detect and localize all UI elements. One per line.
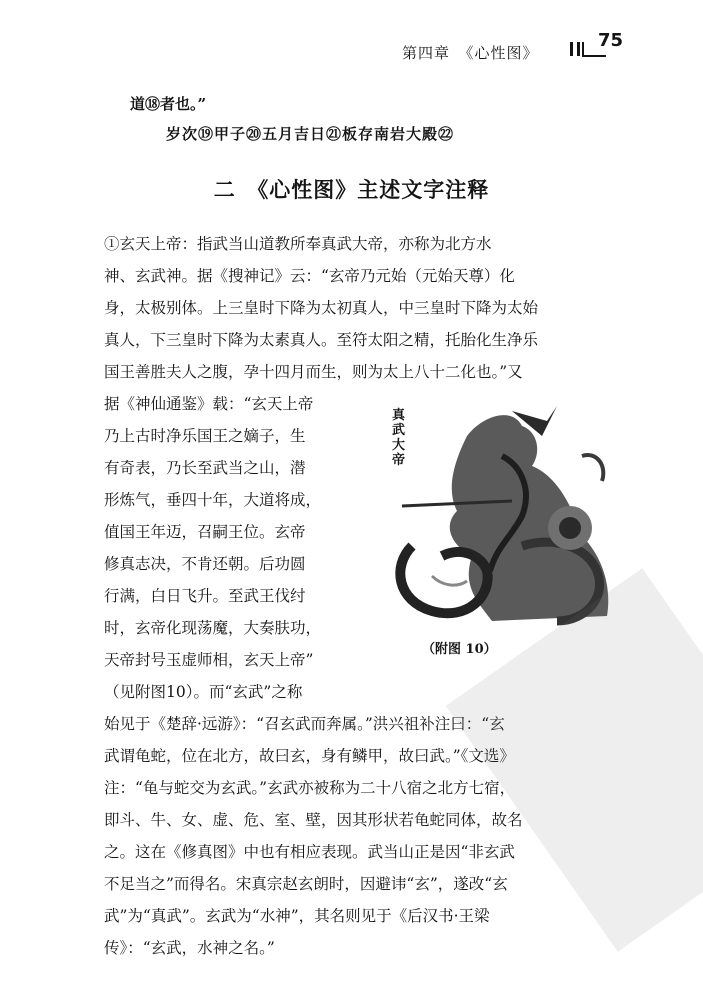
body-line: 身，太极别体。上三皇时下降为太初真人，中三皇时下降为太始 xyxy=(104,299,539,317)
body-line: 之。这在《修真图》中也有相应表现。武当山正是因“非玄武 xyxy=(104,843,515,861)
body-line: 始见于《楚辞·远游》：“召玄武而奔属。”洪兴祖补注曰：“玄 xyxy=(104,715,505,733)
body-line: 天帝封号玉虚师相，玄天上帝” xyxy=(104,651,314,669)
body-line: 修真志决，不肯还朝。后功圆 xyxy=(104,555,306,573)
body-line: 形炼气，垂四十年，大道将成， xyxy=(104,491,322,509)
body-line: （见附图10）。而“玄武”之称 xyxy=(104,683,303,701)
body-line: 乃上古时净乐国王之嫡子，生 xyxy=(104,427,306,445)
body-line: 即斗、牛、女、虚、危、室、壁，因其形状若龟蛇同体，故名 xyxy=(104,811,523,829)
body-line: 武谓龟蛇，位在北方，故曰玄，身有鳞甲，故曰武。”《文选》 xyxy=(104,747,515,765)
body-line: 注：“龟与蛇交为玄武。”玄武亦被称为二十八宿之北方七宿， xyxy=(104,779,516,797)
body-line: 时，玄帝化现荡魔，大奏肤功， xyxy=(104,619,322,637)
page-header xyxy=(0,28,703,68)
body-line: 值国王年迈，召嗣王位。玄帝 xyxy=(104,523,306,541)
body-line: 真人，下三皇时下降为太素真人。至符太阳之精，托胎化生净乐 xyxy=(104,331,539,349)
text-line: 岁次⑲甲子⑳五月吉日㉑板存南岩大殿㉒ xyxy=(166,125,455,143)
chapter-title: 第四章 《心性图》 xyxy=(402,44,539,62)
figure-label: 真武大帝 xyxy=(392,408,406,468)
figure-caption: （附图 10） xyxy=(422,642,497,657)
body-line: 国王善胜夫人之腹，孕十四月而生，则为太上八十二化也。”又 xyxy=(104,363,523,381)
body-line: 不足当之”而得名。宋真宗赵玄朗时，因避讳“玄”，遂改“玄 xyxy=(104,875,508,893)
body-line: 武”为“真武”。玄武为“水神”，其名则见于《后汉书·王梁 xyxy=(104,907,490,925)
text-line: 道⑱者也。” xyxy=(130,95,207,113)
body-line: 有奇表，乃长至武当之山，潜 xyxy=(104,459,306,477)
body-line: 传》：“玄武，水神之名。” xyxy=(104,939,275,957)
section-title: 二 《心性图》主述文字注释 xyxy=(213,178,490,202)
body-line: 神、玄武神。据《搜神记》云：“玄帝乃元始（元始天尊）化 xyxy=(104,267,515,285)
body-line: 行满，白日飞升。至武王伐纣 xyxy=(104,587,306,605)
page-number: 75 xyxy=(598,30,624,51)
body-line: 据《神仙通鉴》载：“玄天上帝 xyxy=(104,395,314,413)
body-line: ①玄天上帝：指武当山道教所奉真武大帝，亦称为北方水 xyxy=(104,235,492,253)
